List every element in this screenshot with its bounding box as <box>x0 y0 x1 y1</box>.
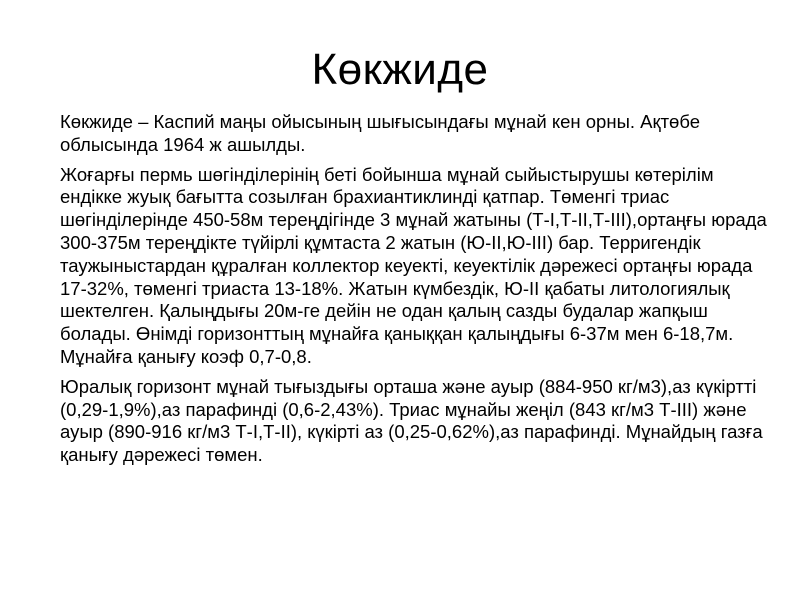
paragraph-oil-properties: Юралық горизонт мұнай тығыздығы орташа және ауыр (884-950 кг/м3),аз күкіртті (0,29-1,9%),аз парафинді (0,6-2,43%). Триас мұнайы жеңіл (843 кг/м3 Т-III) және ауыр (890-916 кг/м3 Т-I,Т-II), күкірті аз (0,25-0,62%),аз парафинді. Мұнайдың газға қанығу дәрежесі төмен. <box>60 375 763 466</box>
slide-body <box>60 111 780 474</box>
paragraph-intro: Көкжиде – Каспий маңы ойысының шығысындағы мұнай кен орны. Ақтөбе облысында 1964 ж ашылды. <box>60 111 701 155</box>
paragraph-geology: Жоғарғы пермь шөгінділерінің беті бойынша мұнай сыйыстырушы көтерілім ендікке жуық бағытта созылған брахиантиклинді қатпар. Төменгі триас шөгінділерінде 450-58м тереңдігінде 3 мұнай жатыны (Т-I,Т-II,Т-III),ортаңғы юрада 300-375м тереңдікте түйірлі құмтаста 2 жатын (Ю-II,Ю-III) бар. Терригендік таужыныстардан құралған коллектор кеуекті, кеуектілік дәрежесі ортаңғы юрада 17-32%, төменгі триаста 13-18%. Жатын күмбездік, Ю-II қабаты литологиялық шектелген. Қалыңдығы 20м-ге дейін не одан қалың сазды будалар жапқыш болады. Өнімді горизонттың мұнайға қаныққан қалыңдығы 6-37м мен 6-18,7м. Мұнайға қанығу коэф 0,7-0,8. <box>60 163 767 367</box>
slide-title: Көкжиде <box>311 45 489 94</box>
